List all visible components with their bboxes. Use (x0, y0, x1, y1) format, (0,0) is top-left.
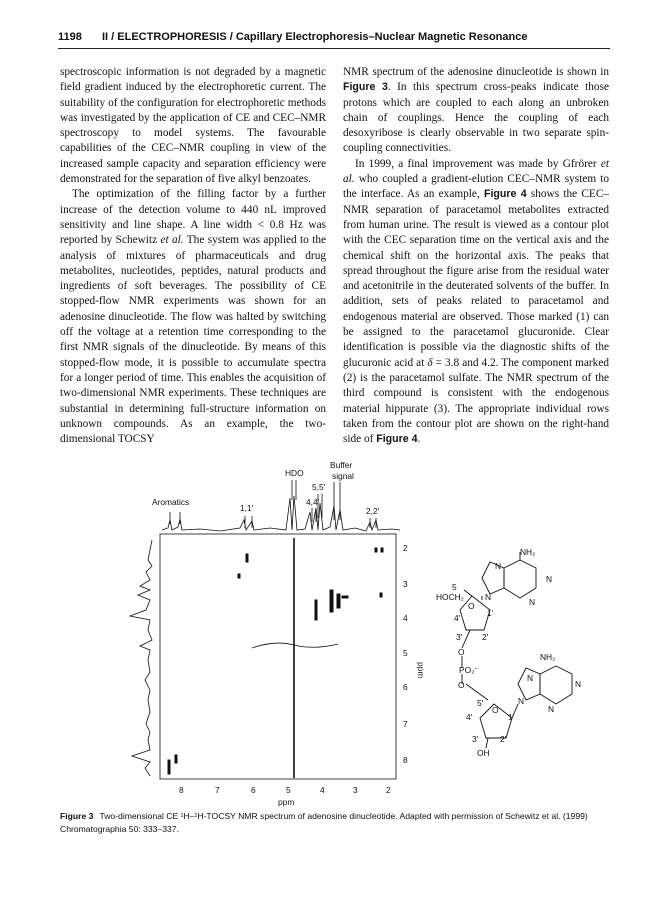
plot-frame (160, 534, 396, 779)
c4-label: 4′ (454, 613, 461, 623)
x-tick: 3 (353, 785, 358, 795)
label-leaders (170, 480, 376, 528)
label-aromatics: Aromatics (152, 497, 190, 507)
c5-label: 5 (452, 582, 457, 592)
x-axis (179, 785, 391, 807)
page-number: 1198 (58, 31, 82, 43)
y-axis-label: ppm (416, 662, 426, 679)
x-axis-label: ppm (278, 797, 295, 807)
left-paragraph-2: The optimization of the filling factor by a further increase of the detection volume to 440 nL improved sensitivity and line shape. A line width < 0.8 Hz was reported by Schewitz et al. The system was applied to the analysis of mixtures of pharmaceuticals and drug metabolites, nucleotides, peptides, natural products and ingredients of soft beverages. The possibility of CE stopped-flow NMR experiments was shown for an adenosine dinucleotide. The flow was halted by switching off the voltage at a retention time corresponding to the first NMR signals of the dinucleotide. By means of this stopped-flow mode, it is possible to accumulate spectra for a longer period of time. This enables the acquisition of two-dimensional NMR experiments. These techniques are substantial in determining full-structure information on unknown compounds. As an example, the two-dimensional TOCSY (60, 188, 326, 446)
y-axis (403, 543, 426, 765)
cross-peak (381, 548, 383, 552)
contour-peaks (168, 538, 383, 778)
c1-label: 1′ (508, 712, 515, 722)
c3-label: 3′ (472, 734, 479, 744)
label-h44: 4,4′ (306, 497, 320, 507)
x-tick: 7 (215, 785, 220, 795)
c3-label: 3′ (456, 632, 463, 642)
figure-caption (60, 810, 620, 835)
left-projection-spectrum (130, 540, 152, 776)
atom-n: N (518, 696, 525, 706)
y-tick: 7 (403, 719, 408, 729)
top-projection-spectrum (162, 496, 400, 531)
y-tick: 2 (403, 543, 408, 553)
cross-peak (315, 600, 317, 620)
caption-text: Two-dimensional CE ¹H–¹H-TOCSY NMR spectrum of adenosine dinucleotide. Adapted with permission of Schewitz et al. (1999) Chromatographia 50: 333–337. (60, 811, 588, 834)
ring-oxygen: O (492, 705, 499, 715)
x-tick: 6 (251, 785, 256, 795)
y-tick: 5 (403, 648, 408, 658)
cross-peak (330, 590, 333, 612)
left-paragraph-1: spectroscopic information is not degraded by a magnetic field gradient induced by the electrophoretic current. The suitability of the configuration for electrophoretic methods was investigated by the application of CE and CEC–NMR spectroscopy to model systems. The favourable capabilities of the CEC–NMR coupling in view of the increased sample capacity and separation efficiency were demonstrated for the separation of five alkyl benzoates. (60, 66, 326, 186)
label-buffer: Buffer (330, 460, 353, 470)
cross-peak (246, 554, 248, 562)
x-tick: 5 (286, 785, 291, 795)
hoch2-label: HOCH₂ (436, 592, 464, 602)
label-h22: 2,2′ (366, 506, 380, 516)
c2-label: 2′ (500, 734, 507, 744)
cross-peak (375, 548, 377, 552)
atom-n: N (546, 574, 553, 584)
c4-label: 4′ (466, 712, 473, 722)
atom-n: N (485, 592, 492, 602)
x-tick: 8 (179, 785, 184, 795)
nh2-label: NH₂ (540, 652, 556, 662)
nh2-label: NH₂ (520, 547, 536, 557)
label-h11: 1,1′ (240, 503, 254, 513)
ring-oxygen: O (468, 601, 475, 611)
atom-n: N (575, 679, 582, 689)
x-tick: 4 (320, 785, 325, 795)
right-paragraph-2: In 1999, a final improvement was made by Gfrörer et al. who coupled a gradient-elution CEC–NMR system to the interface. As an example, Figure 4 shows the CEC–NMR separation of paracetamol metabolites extracted from human urine. The result is viewed as a contour plot with the CEC separation time on the vertical axis and the chemical shift on the horizontal axis. The peaks that spread throughout the figure arise from the residual water and acetonitrile in the deuterated solvents of the buffer. In addition, sets of peaks related to paracetamol and endogenous material are observed. Those marked (1) can be assigned to the paracetamol glucuronide. Clear identification is possible via the diagnostic shifts of the glucuronic acid at δ = 3.8 and 4.2. The component marked (2) is the paracetamol sulfate. The NMR spectrum of the third compound is consistent with the endogenous material hippurate (3). The appropriate individual rows taken from the contour plot are shown on the right-hand side of Figure 4. (343, 157, 609, 446)
atom-n: N (495, 561, 502, 571)
caption-label: Figure 3 (60, 811, 94, 821)
oh-label: OH (477, 748, 490, 758)
atom-n: N (527, 673, 534, 683)
label-signal: signal (332, 471, 354, 481)
c2-label: 2′ (482, 632, 489, 642)
structure-labels (436, 547, 581, 758)
running-title: II / ELECTROPHORESIS / Capillary Electrophoresis–Nuclear Magnetic Resonance (102, 31, 528, 43)
atom-n: N (529, 597, 536, 607)
cross-peak (380, 593, 382, 597)
right-paragraph-1: NMR spectrum of the adenosine dinucleotide is shown in Figure 3. In this spectrum cross-peaks indicate those protons which are coupled to each along an unbroken chain of couplings. Hence the coupling of each desoxyribose is clearly observable in two separate spin-coupling connectivities. (343, 66, 609, 155)
c5-prime-label: 5′ (477, 698, 484, 708)
cross-peak (337, 594, 340, 608)
label-h55: 5,5′ (312, 482, 326, 492)
link-oxygen: O (458, 680, 465, 690)
phosphate-label: PO₂⁻ (459, 665, 479, 675)
cross-peak (175, 755, 177, 763)
c1-label: 1′ (487, 608, 494, 618)
link-oxygen: O (458, 647, 465, 657)
y-tick: 4 (403, 613, 408, 623)
label-hdo: HDO (285, 468, 304, 478)
y-tick: 8 (403, 755, 408, 765)
cross-peak (342, 596, 348, 598)
y-tick: 3 (403, 579, 408, 589)
x-tick: 2 (386, 785, 391, 795)
cross-peak (238, 574, 240, 578)
hdo-horizontal-ridge (252, 643, 338, 648)
atom-n: N (548, 704, 555, 714)
cross-peak (168, 760, 170, 774)
y-tick: 6 (403, 682, 408, 692)
